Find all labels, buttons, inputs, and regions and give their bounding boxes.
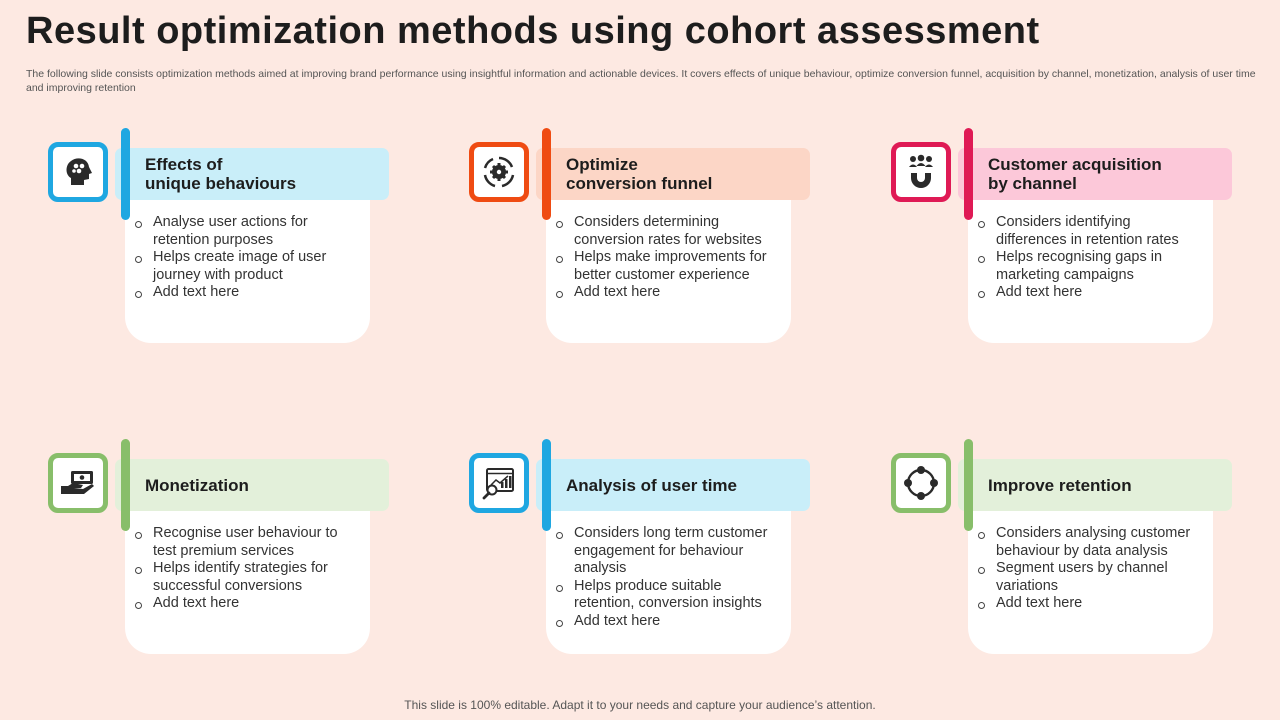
- list-item: Helps create image of user journey with product: [133, 249, 348, 284]
- card-title: Analysis of user time: [566, 475, 738, 495]
- card-bullet-list: [976, 525, 1191, 613]
- card-title: Improve retention: [988, 475, 1132, 495]
- chart-magnifier-icon: [481, 465, 517, 501]
- card-accent-bar: [121, 128, 130, 220]
- card-bullet-list: [554, 214, 769, 302]
- gear-cycle-icon: [481, 154, 517, 190]
- card-bullet-list: [133, 525, 348, 613]
- card-title-line2: conversion funnel: [566, 174, 713, 193]
- card-icon-box: [891, 453, 951, 513]
- card-title-line2: unique behaviours: [145, 174, 297, 193]
- head-brain-icon: [61, 155, 95, 189]
- card-title-line1: Customer acquisition: [988, 155, 1162, 174]
- card-title: Monetization: [145, 475, 249, 495]
- card-header: [958, 148, 1232, 200]
- list-item: Helps produce suitable retention, conversion insights: [554, 578, 769, 613]
- card-monetization: [48, 439, 393, 659]
- list-item: Considers identifying differences in retention rates: [976, 214, 1191, 249]
- list-item: Considers analysing customer behaviour by data analysis: [976, 525, 1191, 560]
- list-item: Recognise user behaviour to test premium services: [133, 525, 348, 560]
- card-effects-of-unique-behaviours: [48, 128, 393, 348]
- list-item: Helps make improvements for better customer experience: [554, 249, 769, 284]
- card-accent-bar: [121, 439, 130, 531]
- list-item: Considers long term customer engagement for behaviour analysis: [554, 525, 769, 578]
- list-item: Add text here: [554, 613, 769, 631]
- list-item: Analyse user actions for retention purposes: [133, 214, 348, 249]
- list-item: Add text here: [976, 284, 1191, 302]
- card-header: [115, 459, 389, 511]
- card-accent-bar: [964, 128, 973, 220]
- list-item: Helps identify strategies for successful conversions: [133, 560, 348, 595]
- page-subtitle: The following slide consists optimization methods aimed at improving brand performance using insightful information and actionable devices. It covers effects of unique behaviour, optimize conversion funnel, acquisition by channel, monetization, analysis of user time and improving retention: [26, 68, 1256, 94]
- card-icon-box: [48, 142, 108, 202]
- magnet-people-icon: [903, 154, 939, 190]
- card-icon-box: [469, 453, 529, 513]
- card-title-line2: by channel: [988, 174, 1077, 193]
- card-bullet-list: [554, 525, 769, 631]
- card-title-line1: Optimize: [566, 155, 638, 174]
- list-item: Considers determining conversion rates for websites: [554, 214, 769, 249]
- card-bullet-list: [133, 214, 348, 302]
- card-bullet-list: [976, 214, 1191, 302]
- footer-note: This slide is 100% editable. Adapt it to your needs and capture your audience’s attention.: [404, 698, 876, 712]
- card-title-line1: Effects of: [145, 155, 223, 174]
- card-customer-acquisition-by-channel: [891, 128, 1236, 348]
- hand-money-icon: [59, 468, 97, 498]
- card-optimize-conversion-funnel: [469, 128, 814, 348]
- card-header: [536, 459, 810, 511]
- card-accent-bar: [542, 439, 551, 531]
- circular-network-icon: [902, 464, 940, 502]
- card-header: [536, 148, 810, 200]
- list-item: Add text here: [133, 284, 348, 302]
- card-icon-box: [469, 142, 529, 202]
- list-item: Add text here: [554, 284, 769, 302]
- card-accent-bar: [542, 128, 551, 220]
- card-icon-box: [891, 142, 951, 202]
- list-item: Segment users by channel variations: [976, 560, 1191, 595]
- card-header: [115, 148, 389, 200]
- list-item: Helps recognising gaps in marketing campaigns: [976, 249, 1191, 284]
- card-header: [958, 459, 1232, 511]
- list-item: Add text here: [976, 595, 1191, 613]
- list-item: Add text here: [133, 595, 348, 613]
- page-title: Result optimization methods using cohort assessment: [26, 10, 1040, 52]
- card-improve-retention: [891, 439, 1236, 659]
- card-accent-bar: [964, 439, 973, 531]
- card-analysis-of-user-time: [469, 439, 814, 659]
- card-icon-box: [48, 453, 108, 513]
